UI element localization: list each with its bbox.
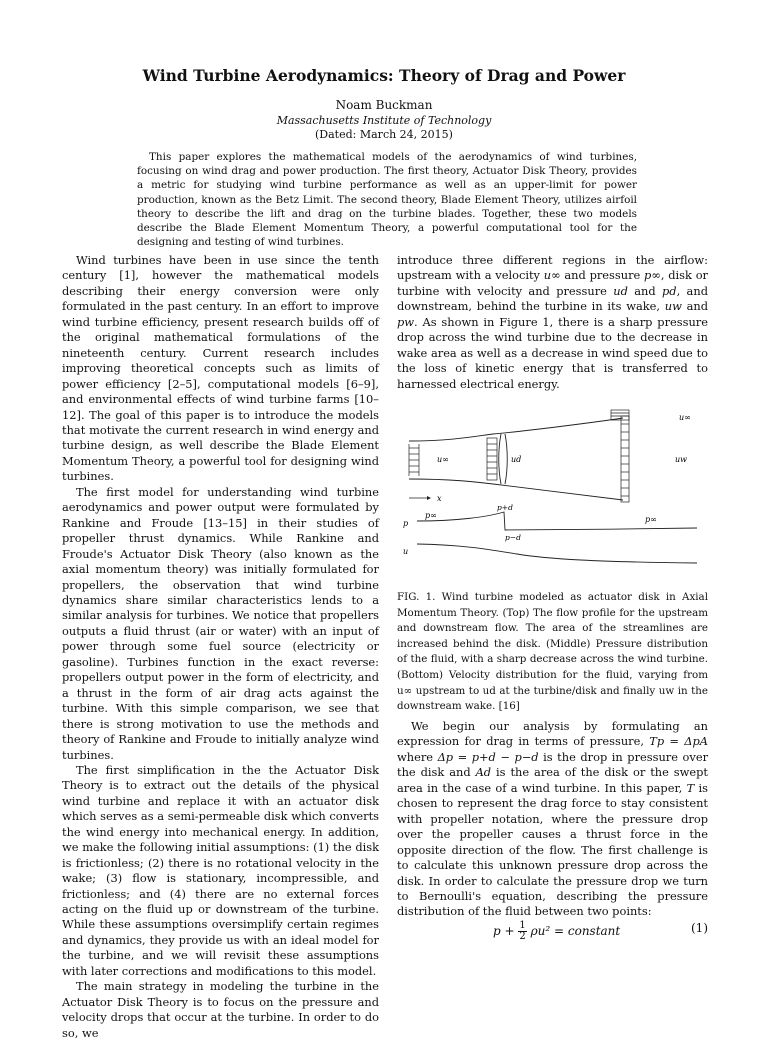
affiliation: Massachusetts Institute of Technology (276, 114, 492, 127)
label-u-d: ud (511, 455, 522, 464)
right-column-top (397, 253, 708, 392)
outlet-velocity-profile (621, 416, 629, 502)
inlet-velocity-profile (409, 444, 419, 476)
paragraph: Wind turbines have been in use since the tenth century [1], however the mathematical models describing their energy conversion were only formulated in the past century. In an effort to improve wind turbine efficiency, present research builds off of the original mathematical formulations of the nineteenth century. Current research includes improving theoretical concepts such as limits of power efficiency [2–5], computational models [6–9], and environmental effects of wind turbine farms [10–12]. The goal of this paper is to introduce the models that motivate the current research in wind energy and turbine design, as well describe the Blade Element Momentum Theory, a powerful tool for designing wind turbines. (62, 253, 379, 484)
bernoulli-equation (397, 917, 708, 945)
left-column (62, 253, 379, 1041)
x-axis-arrowhead (427, 496, 431, 500)
paragraph: introduce three different regions in the airflow: upstream with a velocity u∞ and pressure p∞, disk or turbine with velocity and pressure ud and pd, and downstream, behind the turbine in its wake, uw and pw. As shown in Figure 1, there is a sharp pressure drop across the wind turbine due to the decrease in wake area as well as a decrease in wind speed due to the loss of kinetic energy that is transferred to harnessed electrical energy. (397, 253, 709, 391)
author-name: Noam Buckman (335, 98, 433, 112)
streamline-upper (409, 418, 623, 441)
actuator-disk (499, 434, 508, 484)
equation-number: (1) (691, 921, 708, 935)
fraction: $\frac{1}{2}$ (519, 920, 526, 942)
right-column-bottom (397, 719, 708, 920)
figure-caption: FIG. 1. Wind turbine modeled as actuator disk in Axial Momentum Theory. (Top) The flow profile for the upstream and downstream flow. The area of the streamlines are increased behind the disk. (Middle) Pressure distribution of the fluid, with a sharp decrease across the wind turbine. (Bottom) Velocity distribution for the fluid, varying from u∞ upstream to ud at the turbine/disk and finally uw in the downstream wake. [16] (397, 591, 708, 713)
velocity-curve (417, 544, 697, 563)
date-line: (Dated: March 24, 2015) (315, 128, 453, 141)
label-p-inf-left: p∞ (425, 511, 437, 520)
paper-title: Wind Turbine Aerodynamics: Theory of Drag and Power (142, 66, 626, 85)
label-u-inf-inlet: u∞ (437, 455, 449, 464)
paragraph: The first model for understanding wind turbine aerodynamics and power output were formulated by Rankine and Froude [13–15] in their studies of propeller thrust dynamics. While Rankine and Froude's Actuator Disk Theory (also known as the axial momentum theory) was initially formulated for propellers, the observation that wind turbine dynamics share similar characteristics lends to a similar analysis for turbines. We notice that propellers outputs a fluid thrust (air or water) with an input of power through some fuel source (electricity or gasoline). Turbines function in the exact reverse: propellers output power in the form of electricity, and a thrust in the form of air drag acts against the turbine. With this simple comparison, we see that there is strong motivation to use the methods and theory of Rankine and Froude to initially analyze wind turbines. (62, 484, 379, 762)
actuator-disk-figure (397, 404, 708, 564)
abstract: This paper explores the mathematical models of the aerodynamics of wind turbines, focusing on wind drag and power production. The first theory, Actuator Disk Theory, provides a metric for studying wind turbine performance as well as an upper-limit for power production, known as the Betz Limit. The second theory, Blade Element Theory, utilizes airfoil theory to describe the lift and drag on the turbine blades. Together, these two models describe the Blade Element Momentum Theory, a powerful computational tool for the designing and testing of wind turbines. (137, 151, 637, 249)
label-p-d-minus: p−d (505, 533, 521, 542)
disk-velocity-profile (487, 438, 497, 480)
paragraph: The main strategy in modeling the turbine in the Actuator Disk Theory is to focus on the pressure and velocity drops that occur at the turbine. In order to do so, we (62, 979, 379, 1040)
paragraph: We begin our analysis by formulating an expression for drag in terms of pressure, Tp = ΔpA where Δp = p+d − p−d is the drop in pressure over the disk and Ad is the area of the disk or the swept area in the case of a wind turbine. In this paper, T is chosen to represent the drag force to stay consistent with propeller notation, where the pressure drop over the propeller causes a thrust force in the opposite direction of the flow. The first challenge is to calculate this unknown pressure drop across the disk. In order to calculate the pressure drop we turn to Bernoulli's equation, describing the pressure distribution of the fluid between two points: (397, 719, 709, 919)
label-p: p (403, 519, 409, 528)
label-p-d-plus: p+d (497, 503, 513, 512)
label-x: x (437, 494, 442, 503)
label-u: u (403, 547, 409, 556)
label-u-w: uw (675, 455, 687, 464)
label-u-inf-top: u∞ (679, 413, 691, 422)
equation-body: p + $\frac{1}{2}$ ρu² = constant (493, 920, 621, 942)
paragraph: The first simplification in the the Actuator Disk Theory is to extract out the details of the physical wind turbine and replace it with an actuator disk which serves as a semi-permeable disk which converts the wind energy into mechanical energy. In addition, we make the following initial assumptions: (1) the disk is frictionless; (2) there is no rotational velocity in the wake; (3) flow is stationary, incompressible, and frictionless; and (4) there are no external forces acting on the fluid up or downstream of the turbine. While these assumptions oversimplify certain regimes and dynamics, they provide us with an ideal model for the turbine, and we will revisit these assumptions with later corrections and modifications to this model. (62, 762, 379, 978)
label-p-inf-right: p∞ (645, 515, 657, 524)
